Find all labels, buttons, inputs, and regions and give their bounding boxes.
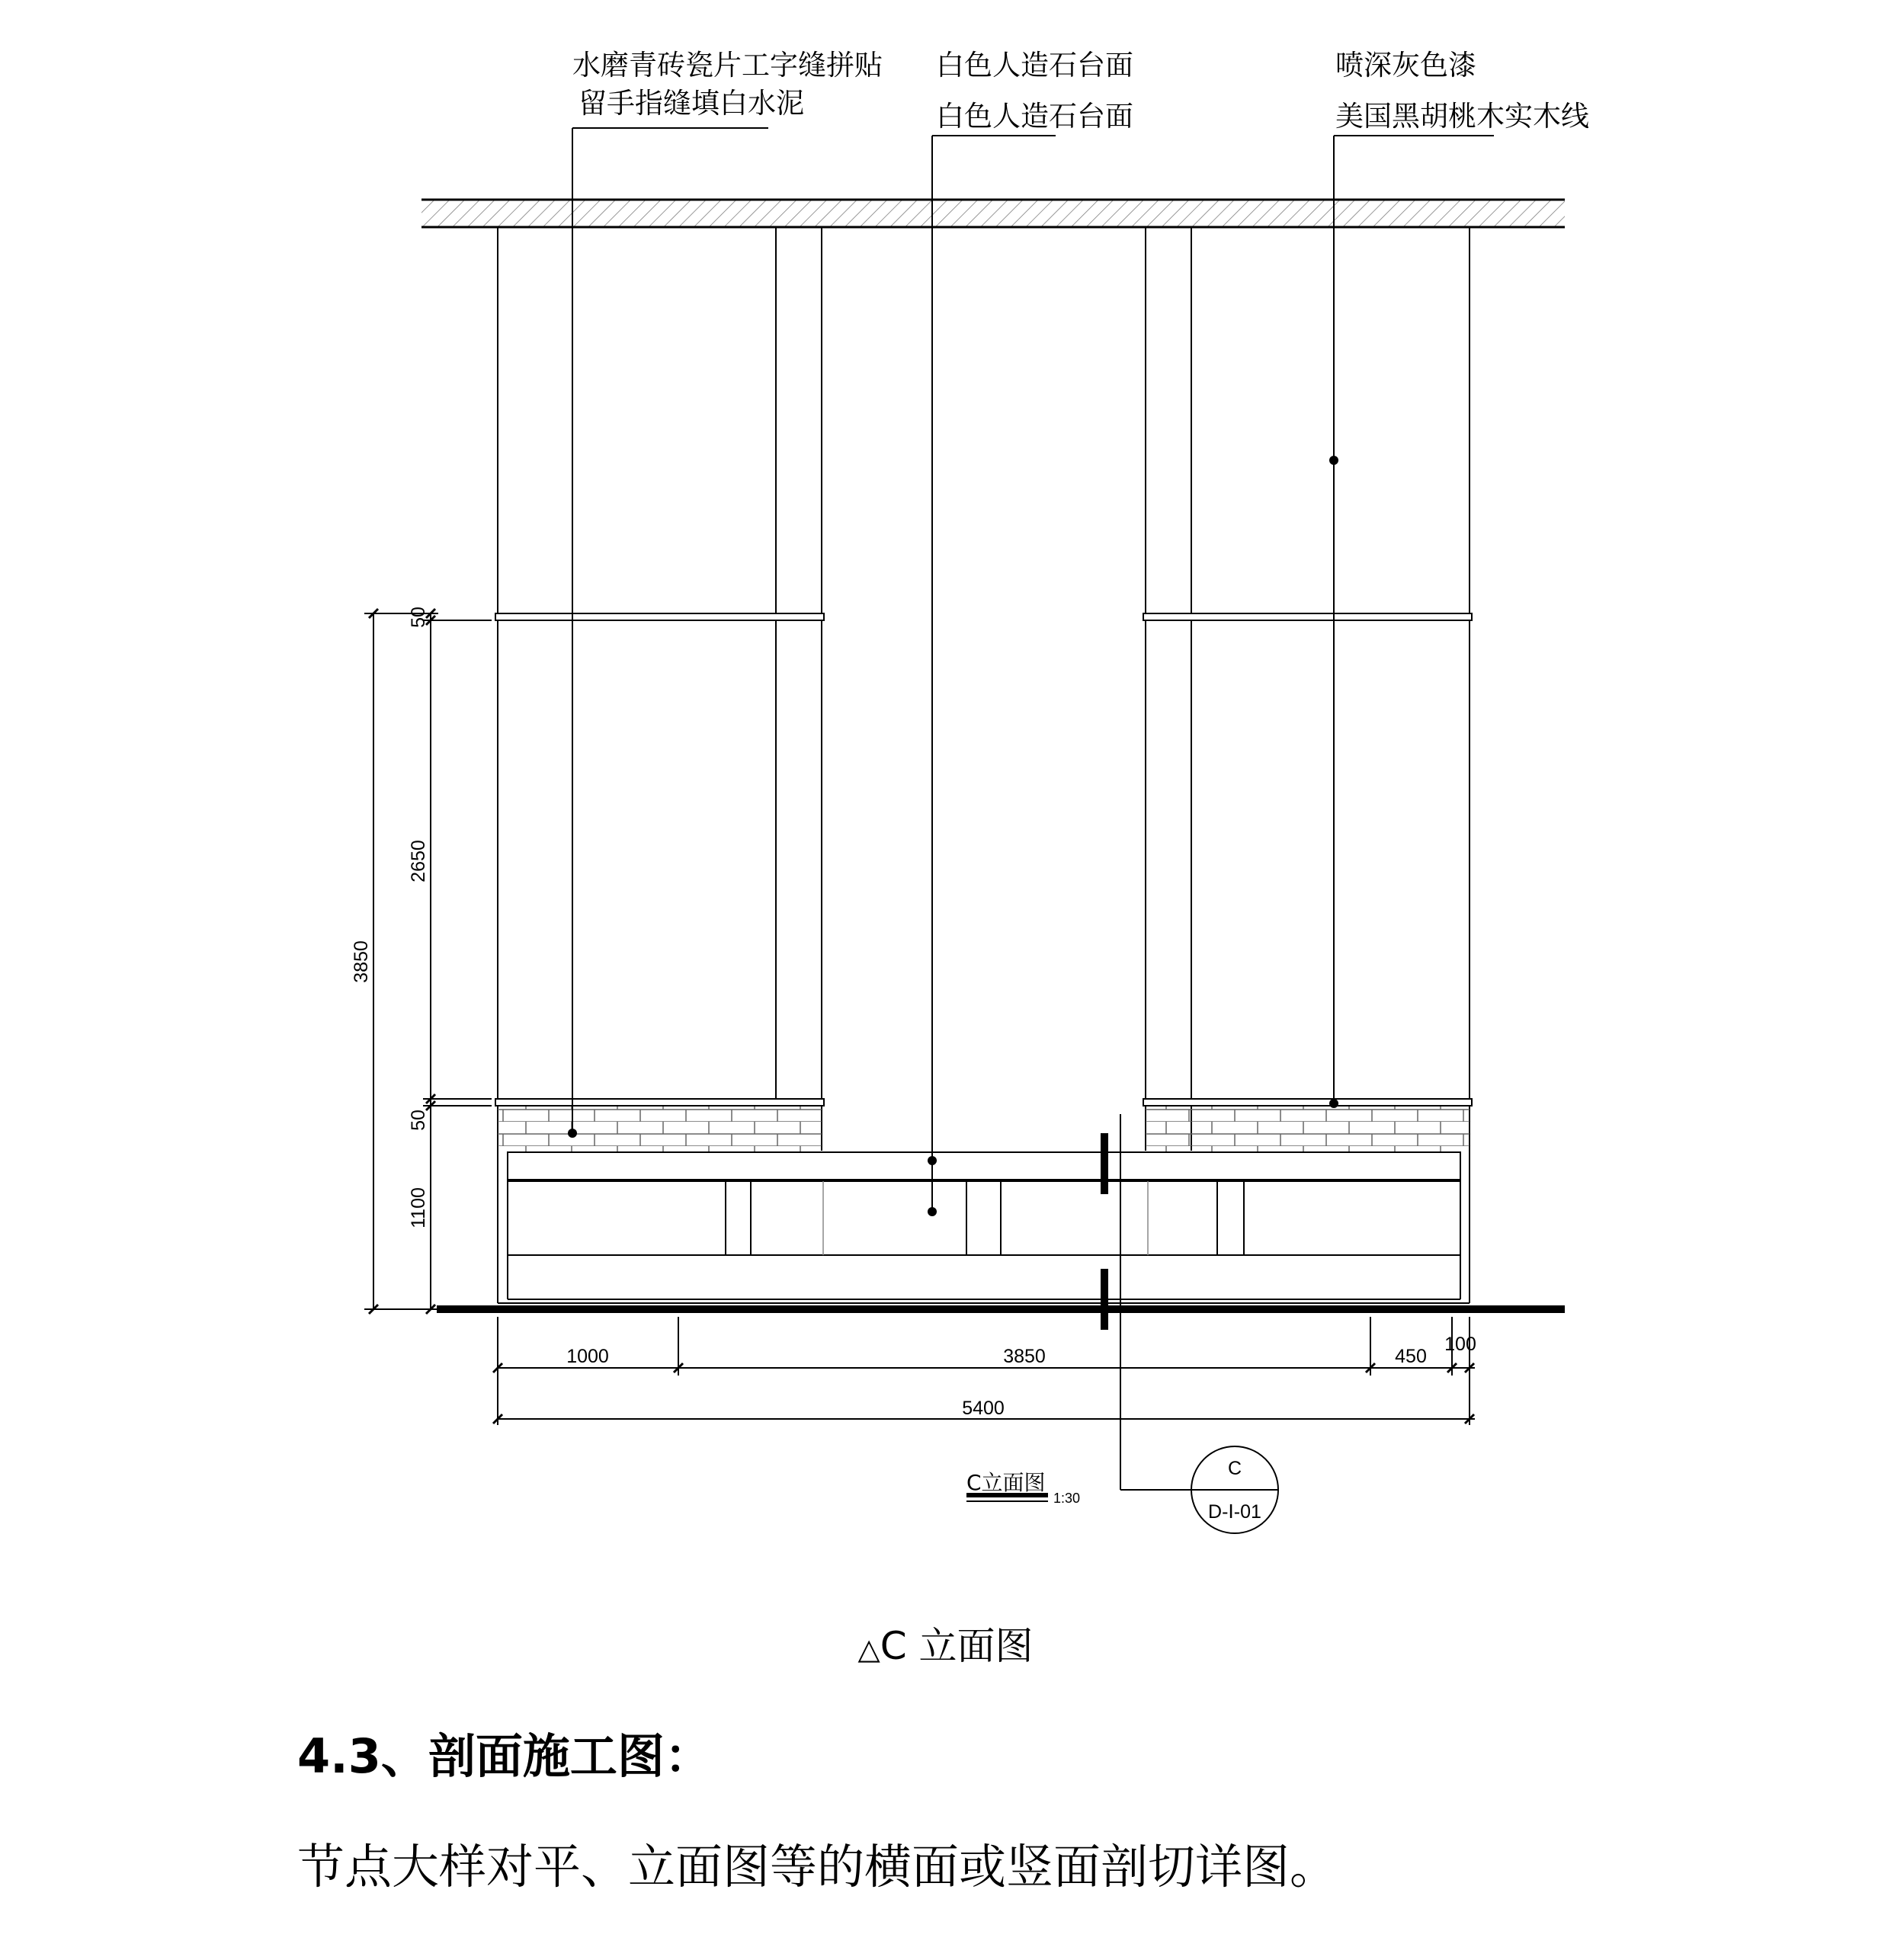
counter-cabinet — [498, 1152, 1470, 1303]
note-left-line1: 水磨青砖瓷片工字缝拼贴 — [572, 49, 883, 82]
right-column — [1143, 227, 1472, 1303]
section-heading: 4.3、剖面施工图： — [297, 1728, 712, 1784]
note-mid-line2: 白色人造石台面 — [936, 100, 1133, 133]
drawing-scale: 1:30 — [1053, 1491, 1081, 1506]
triangle-icon: △ — [857, 1632, 880, 1666]
section-marker-letter: C — [1227, 1458, 1242, 1479]
horizontal-dimensions — [493, 1317, 1476, 1425]
material-notes — [572, 49, 1589, 133]
dim-v-low: 50 — [408, 1110, 429, 1131]
section-marker — [1191, 1446, 1278, 1533]
ceiling-slab — [421, 200, 1565, 227]
drawing-title-text: C立面图 — [966, 1470, 1046, 1495]
dim-h-3: 450 — [1395, 1346, 1427, 1367]
left-brick-band — [498, 1107, 822, 1152]
figure-caption-text: C 立面图 — [880, 1624, 1034, 1668]
dim-v-total: 3850 — [351, 940, 372, 983]
dim-h-1: 1000 — [566, 1346, 609, 1367]
note-left-line2: 留手指缝填白水泥 — [579, 87, 804, 120]
leader-lines — [568, 128, 1494, 1216]
section-marker-code: D-Ⅰ-01 — [1208, 1501, 1261, 1523]
left-column — [495, 227, 824, 1303]
dim-v-mid: 2650 — [408, 840, 429, 882]
body-paragraph: 节点大样对平、立面图等的横面或竖面剖切详图。 — [297, 1839, 1338, 1894]
note-right-line1: 喷深灰色漆 — [1335, 49, 1476, 82]
figure-caption — [0, 1616, 1891, 1670]
note-mid-line1: 白色人造石台面 — [936, 49, 1133, 82]
note-right-line2: 美国黑胡桃木实木线 — [1335, 100, 1589, 133]
dim-h-2: 3850 — [1003, 1346, 1046, 1367]
dim-h-4: 100 — [1444, 1334, 1476, 1355]
dim-v-top: 50 — [408, 607, 429, 628]
right-brick-band — [1146, 1107, 1470, 1152]
dim-v-base: 1100 — [408, 1187, 429, 1228]
dim-h-total: 5400 — [962, 1398, 1005, 1419]
vertical-dimensions — [351, 607, 492, 1314]
section-cut-marks — [1101, 1114, 1191, 1490]
drawing-title — [966, 1470, 1080, 1506]
